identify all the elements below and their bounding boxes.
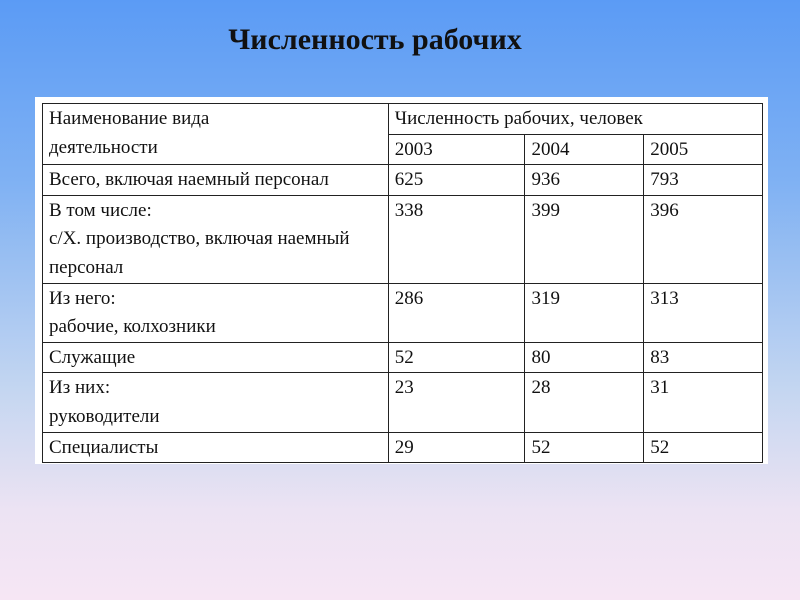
cell-value-2005: 313 — [644, 283, 763, 342]
table-row — [43, 373, 763, 432]
cell-value-2003: 52 — [388, 342, 525, 373]
cell-value-2005: 52 — [644, 432, 763, 463]
year-header-2005: 2005 — [644, 134, 763, 165]
cell-value-2005: 31 — [644, 373, 763, 432]
row-label-line: рабочие, колхозники — [49, 316, 216, 338]
year-header-2004: 2004 — [525, 134, 644, 165]
cell-value-2003: 286 — [388, 283, 525, 342]
row-label-line: Из них: — [49, 377, 111, 399]
cell-value-2003: 23 — [388, 373, 525, 432]
row-label-line: В том числе: — [49, 199, 152, 221]
row-label-line: Специалисты — [49, 436, 159, 458]
table-row — [43, 283, 763, 342]
row-label — [43, 342, 389, 373]
row-label — [43, 432, 389, 463]
workers-table — [42, 103, 763, 463]
table-header-row — [43, 104, 763, 135]
cell-value-2005: 793 — [644, 165, 763, 196]
table-row — [43, 165, 763, 196]
cell-value-2004: 28 — [525, 373, 644, 432]
table-panel — [35, 97, 768, 464]
row-label — [43, 373, 389, 432]
row-label-line: персонал — [49, 256, 124, 278]
row-label — [43, 195, 389, 283]
cell-value-2005: 396 — [644, 195, 763, 283]
row-label-line: с/Х. производство, включая наемный — [49, 228, 350, 250]
activity-header-line-1: Наименование вида — [49, 108, 210, 129]
cell-value-2004: 80 — [525, 342, 644, 373]
row-label-line: Всего, включая наемный персонал — [49, 169, 329, 191]
cell-value-2003: 338 — [388, 195, 525, 283]
activity-header-cell — [43, 104, 389, 165]
table-row — [43, 342, 763, 373]
table-row — [43, 195, 763, 283]
row-label — [43, 165, 389, 196]
cell-value-2004: 52 — [525, 432, 644, 463]
cell-value-2004: 399 — [525, 195, 644, 283]
row-label-line: руководители — [49, 405, 160, 427]
cell-value-2004: 319 — [525, 283, 644, 342]
cell-value-2005: 83 — [644, 342, 763, 373]
table-row — [43, 432, 763, 463]
cell-value-2004: 936 — [525, 165, 644, 196]
workers-count-header-cell: Численность рабочих, человек — [388, 104, 762, 135]
row-label — [43, 283, 389, 342]
year-header-2003: 2003 — [388, 134, 525, 165]
cell-value-2003: 29 — [388, 432, 525, 463]
slide-title: Численность рабочих — [228, 23, 522, 56]
row-label-line: Служащие — [49, 346, 136, 368]
cell-value-2003: 625 — [388, 165, 525, 196]
activity-header-line-2: деятельности — [49, 136, 158, 158]
row-label-line: Из него: — [49, 287, 116, 309]
